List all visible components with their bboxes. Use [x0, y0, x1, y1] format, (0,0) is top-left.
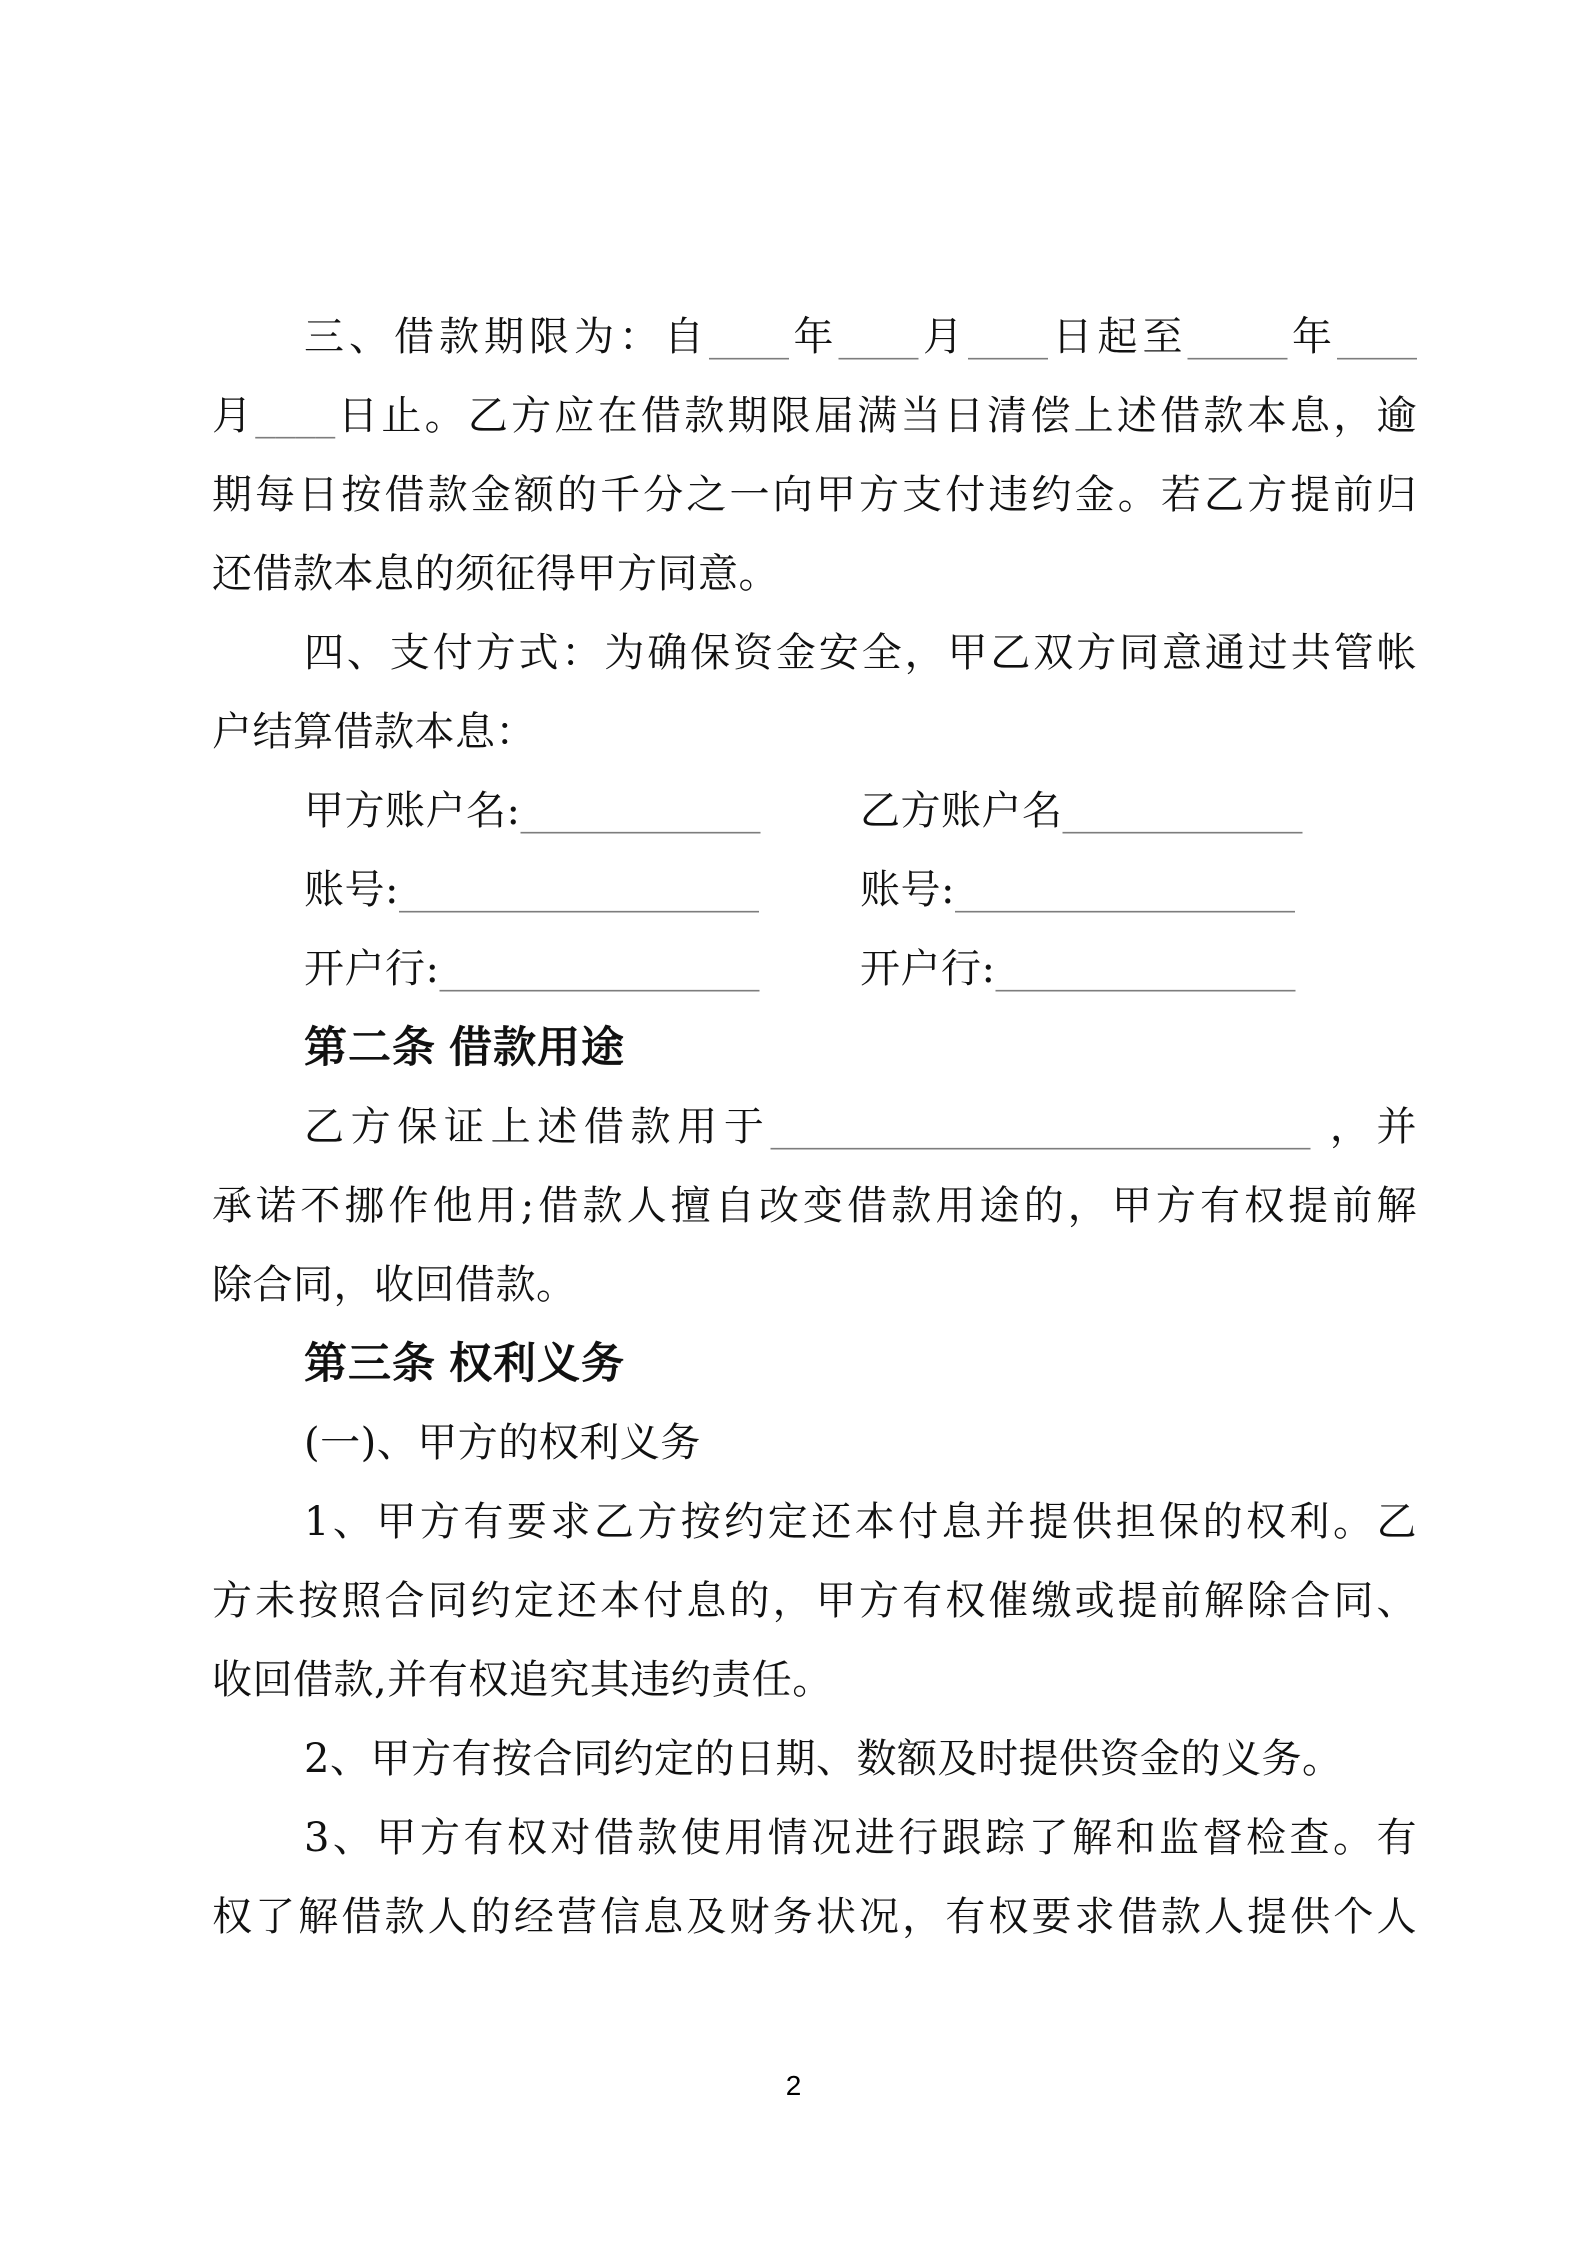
blank-underline: ____: [968, 314, 1048, 360]
paragraph-line: 收回借款,并有权追究其违约责任。: [212, 1657, 833, 1703]
account-row: [212, 930, 1417, 1009]
paragraph-line: 月____日止。乙方应在借款期限届满当日清偿上述借款本息，逾: [212, 393, 1417, 439]
blank-underline: __________________: [398, 867, 759, 913]
paragraph-line: 权了解借款人的经营信息及财务状况，有权要求借款人提供个人: [212, 1894, 1417, 1940]
paragraph-line: 承诺不挪作他用;借款人擅自改变借款用途的，甲方有权提前解: [212, 1183, 1417, 1229]
account-field-party-a: 开户行:________________: [304, 946, 760, 992]
paragraph-line: 乙方保证上述借款用于___________________________ ，并: [304, 1104, 1417, 1150]
paragraph-line: (一)、甲方的权利义务: [304, 1420, 701, 1466]
blank-underline: ____: [838, 314, 919, 360]
account-field-party-a: 账号:__________________: [304, 867, 759, 913]
section-heading: 第二条 借款用途: [304, 1024, 625, 1072]
blank-underline: ____: [255, 393, 336, 439]
blank-underline: ____________: [1062, 788, 1303, 834]
paragraph-line: 三、借款期限为：自____年____月____日起至_____年____: [304, 314, 1417, 360]
paragraph-line: 1、甲方有要求乙方按约定还本付息并提供担保的权利。乙: [304, 1499, 1417, 1545]
account-row: [212, 851, 1417, 930]
blank-underline: _________________: [954, 867, 1295, 913]
paragraph-line: 除合同，收回借款。: [212, 1262, 577, 1308]
paragraph-line: 2、甲方有按合同约定的日期、数额及时提供资金的义务。: [304, 1736, 1343, 1782]
page-number: 2: [785, 2070, 802, 2101]
account-field-party-b: 开户行:_______________: [860, 946, 1296, 992]
paragraph-line: 3、甲方有权对借款使用情况进行跟踪了解和监督检查。有: [304, 1815, 1417, 1861]
paragraph-line: 期每日按借款金额的千分之一向甲方支付违约金。若乙方提前归: [212, 472, 1417, 518]
paragraph-line: 四、支付方式：为确保资金安全，甲乙双方同意通过共管帐: [304, 630, 1417, 676]
paragraph-line: 还借款本息的须征得甲方同意。: [212, 551, 779, 597]
account-field-party-b: 账号:_________________: [860, 867, 1295, 913]
blank-underline: ____: [1337, 314, 1417, 360]
blank-underline: ____: [709, 314, 789, 360]
paragraph-line: 方未按照合同约定还本付息的，甲方有权催缴或提前解除合同、: [212, 1578, 1417, 1624]
section-heading: 第三条 权利义务: [304, 1340, 625, 1388]
document-body: [212, 298, 1417, 1957]
blank-underline: ____________: [520, 788, 761, 834]
blank-underline: _______________: [995, 946, 1296, 992]
account-row: [212, 772, 1417, 851]
blank-underline: ___________________________: [770, 1104, 1311, 1150]
paragraph-line: 户结算借款本息：: [212, 709, 536, 755]
account-field-party-a: 甲方账户名:____________: [304, 788, 761, 834]
account-field-party-b: 乙方账户名____________: [860, 788, 1303, 834]
blank-underline: ________________: [439, 946, 760, 992]
blank-underline: _____: [1187, 314, 1288, 360]
